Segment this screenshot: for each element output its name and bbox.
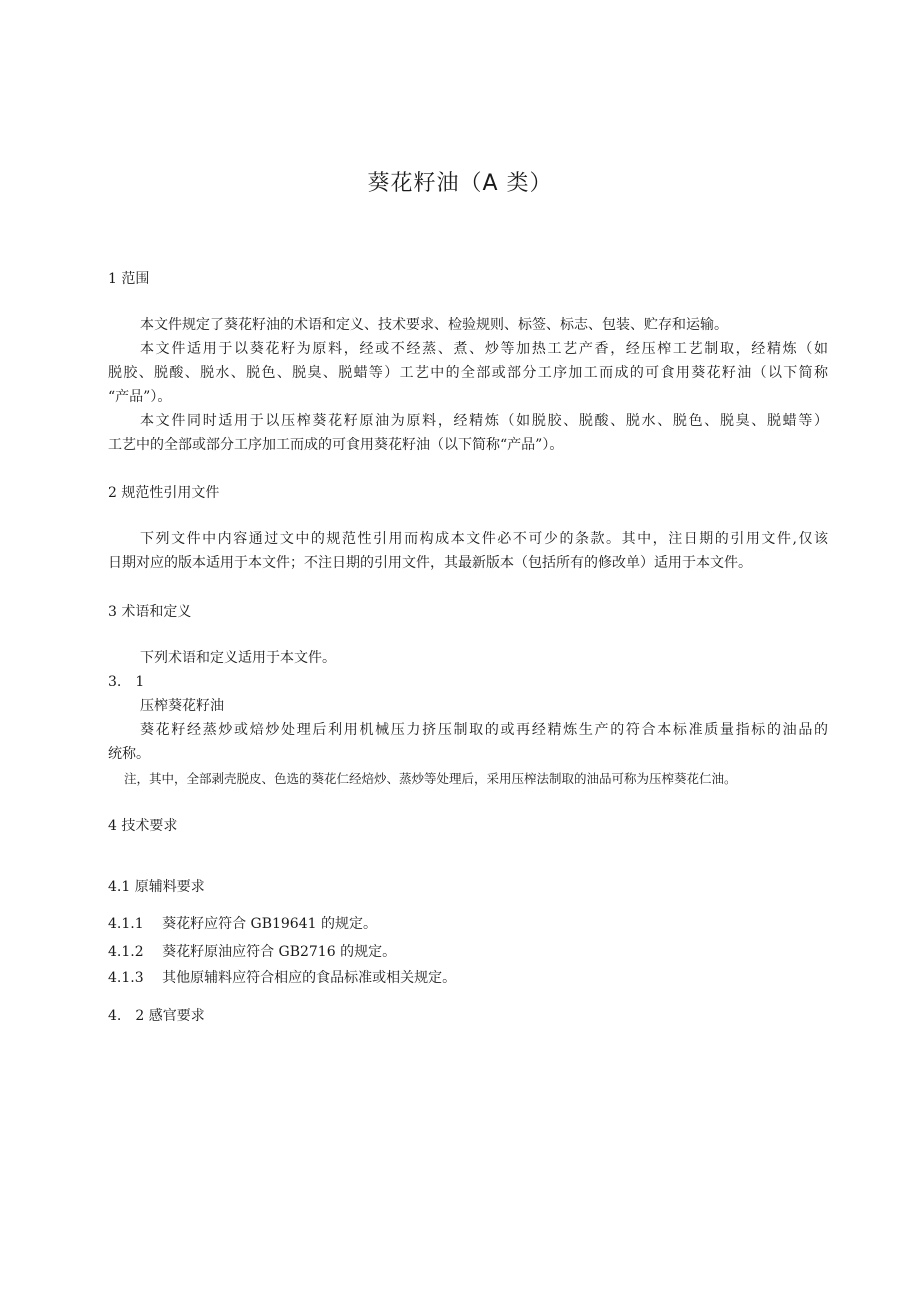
- section-3-paragraph: 下列术语和定义适用于本文件。: [140, 650, 336, 666]
- section-4-heading: 4 技术要求: [108, 818, 178, 834]
- term-name: 压榨葵花籽油: [140, 698, 224, 714]
- clause-4-1-2: 4.1.2 葵花籽原油应符合 GB2716 的规定。: [108, 944, 397, 960]
- section-2-heading: 2 规范性引用文件: [108, 485, 220, 501]
- term-definition-line-1: 葵花籽经蒸炒或焙炒处理后利用机械压力挤压制取的或再经精炼生产的符合本标准质量指标的油品的: [140, 722, 828, 738]
- section-1-paragraph-2-line-2: 脱胶、脱酸、脱水、脱色、脱臭、脱蜡等）工艺中的全部或部分工序加工而成的可食用葵花籽油（以下简称: [108, 365, 828, 381]
- section-3-heading: 3 术语和定义: [108, 604, 192, 620]
- section-2-paragraph-line-2: 日期对应的版本适用于本文件；不注日期的引用文件，其最新版本（包括所有的修改单）适用于本文件。: [108, 555, 752, 571]
- term-note: 注，其中，全部剥壳脱皮、色选的葵花仁经焙炒、蒸炒等处理后，采用压榨法制取的油品可称为压榨葵花仁油。: [124, 771, 737, 786]
- section-1-paragraph-2-line-1: 本文件适用于以葵花籽为原料，经或不经蒸、煮、炒等加热工艺产香，经压榨工艺制取，经精炼（如: [140, 341, 828, 357]
- document-title: 葵花籽油（A 类）: [367, 171, 553, 196]
- clause-4-1-3: 4.1.3 其他原辅料应符合相应的食品标准或相关规定。: [108, 970, 457, 986]
- section-1-paragraph-2-line-3: “产品”）。: [108, 389, 172, 405]
- section-4-1-heading: 4.1 原辅料要求: [108, 879, 205, 895]
- section-1-paragraph-1: 本文件规定了葵花籽油的术语和定义、技术要求、检验规则、标签、标志、包装、贮存和运输。: [140, 317, 728, 333]
- term-definition-line-2: 统称。: [108, 746, 150, 762]
- section-1-paragraph-3-line-2: 工艺中的全部或部分工序加工而成的可食用葵花籽油（以下简称“产品”）。: [108, 437, 564, 453]
- section-2-paragraph-line-1: 下列文件中内容通过文中的规范性引用而构成本文件必不可少的条款。其中，注日期的引用文件,仅该: [140, 531, 828, 547]
- section-1-paragraph-3-line-1: 本文件同时适用于以压榨葵花籽原油为原料，经精炼（如脱胶、脱酸、脱水、脱色、脱臭、脱蜡等）: [140, 413, 828, 429]
- section-1-heading: 1 范围: [108, 271, 150, 287]
- section-4-2-heading: 4. 2 感官要求: [108, 1008, 205, 1024]
- clause-4-1-1: 4.1.1 葵花籽应符合 GB19641 的规定。: [108, 916, 377, 932]
- term-number: 3. 1: [108, 674, 145, 690]
